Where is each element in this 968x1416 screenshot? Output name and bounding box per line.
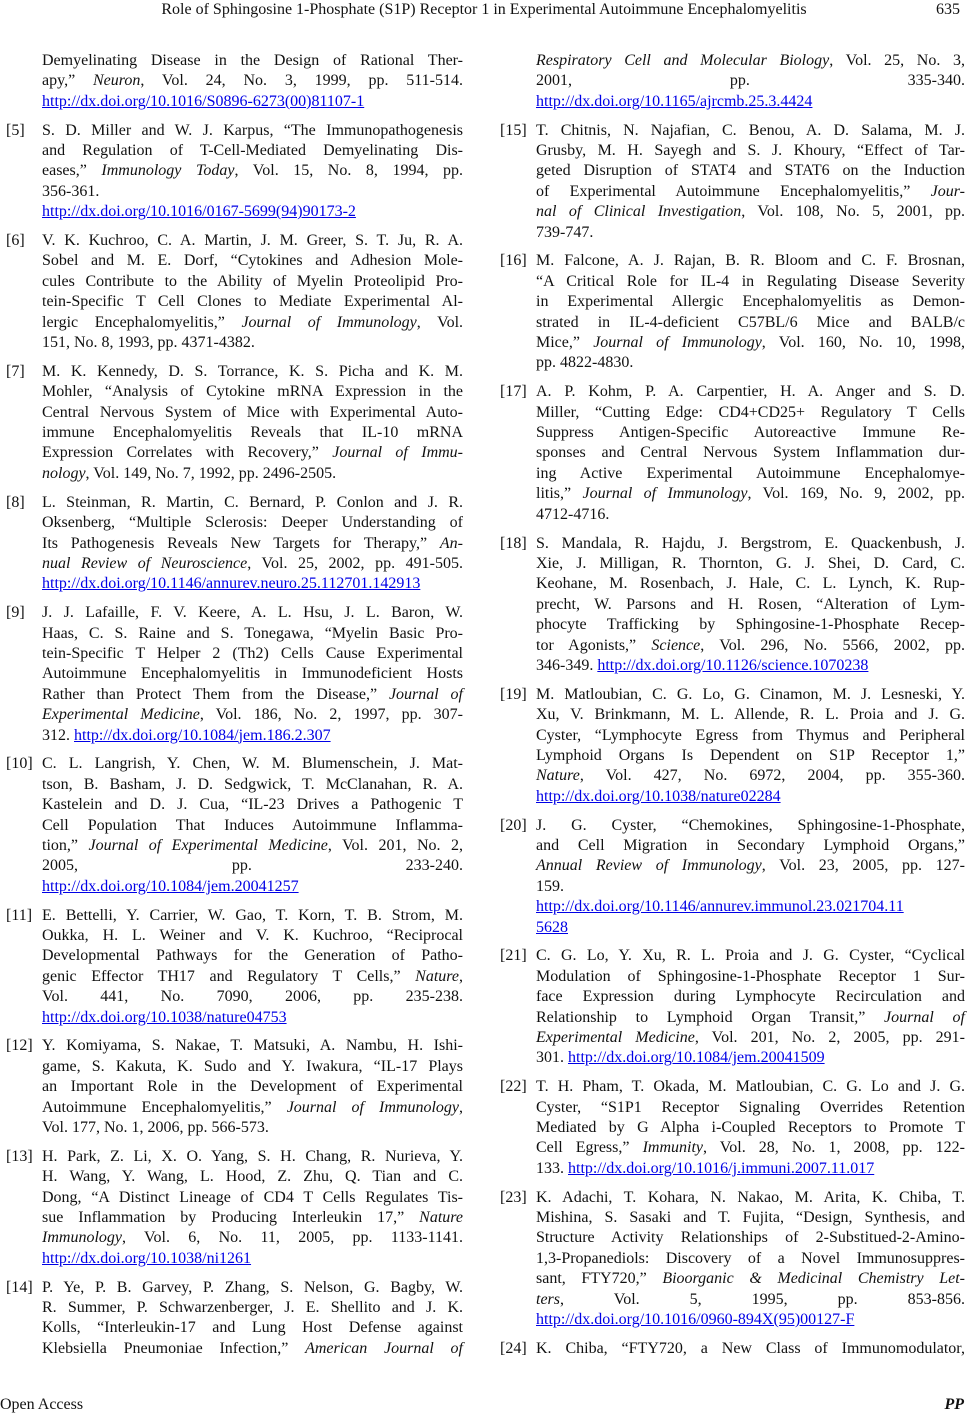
reference-line: Mice,” Journal of Immunology, Vol. 160, No. 10, 1998, <box>536 334 966 352</box>
reference-number: [7] <box>6 362 25 380</box>
journal-title: Nature <box>419 1209 463 1227</box>
doi-link[interactable]: http://dx.doi.org/10.1084/jem.20041509 <box>568 1049 825 1067</box>
reference-line: Autoimmune Encephalomyelitis,” Journal of Immunology, <box>42 1098 463 1116</box>
reference-item <box>6 906 463 1028</box>
doi-link[interactable]: http://dx.doi.org/10.1146/annurev.immunol.23.021704.11 <box>536 898 904 916</box>
reference-number: [8] <box>6 493 25 511</box>
reference-line: apy,” Neuron, Vol. 24, No. 3, 1999, pp. 511-514. <box>42 72 464 90</box>
journal-title: Journal of Experimental Medicine <box>88 836 328 854</box>
doi-link[interactable]: http://dx.doi.org/10.1038/nature04753 <box>42 1008 287 1026</box>
reference-text <box>536 534 965 677</box>
reference-line: 739-747. <box>536 223 594 241</box>
journal-title: Jour- <box>930 182 965 200</box>
reference-line: 2001, pp. 335-340. <box>536 72 965 90</box>
reference-line: Sobel and M. E. Dorf, “Cytokines and Adhesion Mole- <box>42 252 463 270</box>
reference-number: [6] <box>6 232 25 250</box>
journal-title: Nature <box>536 767 580 785</box>
reference-line: M. Falcone, A. J. Rajan, B. R. Bloom and C. F. Brosnan, <box>536 252 965 270</box>
reference-line: Developmental Pathways for the Generation of Patho- <box>42 947 463 965</box>
reference-text <box>536 1339 965 1359</box>
journal-title: Journal of Immunology <box>582 485 748 503</box>
journal-title: nology <box>42 464 86 482</box>
reference-line: Immunology, Vol. 6, No. 11, 2005, pp. 1133-1141. <box>42 1229 463 1247</box>
reference-line: and Cell Migration in Secondary Lymphoid Organs,” <box>536 836 965 854</box>
reference-item <box>6 231 463 353</box>
reference-number: [19] <box>500 685 527 703</box>
reference-line: Its Pathogenesis Reveals New Targets for Therapy,” An- <box>42 534 463 552</box>
footer-publisher-mark: PP <box>944 1396 964 1413</box>
reference-line <box>536 897 965 917</box>
journal-title: Neuron <box>92 72 141 90</box>
reference-line: Mohler, “Analysis of Cytokine mRNA Expression in the <box>42 383 463 401</box>
reference-line: game, S. Kakuta, K. Sudo and Y. Iwakura, “IL-17 Plays <box>42 1057 463 1075</box>
reference-line: Lymphoid Organs Is Dependent on S1P Receptor 1,” <box>536 746 965 764</box>
reference-line: in Experimental Allergic Encephalomyelitis as Demon- <box>536 293 965 311</box>
footer-open-access: Open Access <box>0 1396 84 1413</box>
reference-text <box>42 51 463 112</box>
reference-text <box>42 362 463 484</box>
reference-line: K. Adachi, T. Kohara, N. Nakao, M. Arita, K. Chiba, T. <box>536 1188 965 1206</box>
reference-line: Central Nervous System of Mice with Experimental Auto- <box>42 403 463 421</box>
reference-line: Oukka, H. L. Weiner and V. K. Kuchroo, “Reciprocal <box>42 926 463 944</box>
reference-line: cules Contribute to the Ability of Myelin Proteolipid Pro- <box>42 272 463 290</box>
reference-number: [22] <box>500 1078 527 1096</box>
reference-line <box>536 918 965 938</box>
reference-number: [16] <box>500 252 527 270</box>
reference-line: pp. 4822-4830. <box>536 354 634 372</box>
reference-line: tor Agonists,” Science, Vol. 296, No. 5566, 2002, pp. <box>536 636 966 654</box>
reference-item <box>6 121 463 223</box>
reference-number: [18] <box>500 534 527 552</box>
reference-line: Autoimmune Encephalomyelitis in Immunodeficient Hosts <box>42 665 463 683</box>
reference-line: Suppress Antigen-Specific Autoreactive Immune Re- <box>536 424 965 442</box>
journal-title: Journal of <box>884 1008 965 1026</box>
reference-line: face Expression during Lymphocyte Recirculation and <box>536 988 965 1006</box>
reference-number: [23] <box>500 1188 527 1206</box>
reference-text <box>42 1278 463 1360</box>
reference-line: eases,” Immunology Today, Vol. 15, No. 8, 1994, pp. <box>42 162 464 180</box>
reference-line: Vol. 177, No. 1, 2006, pp. 566-573. <box>42 1119 269 1137</box>
reference-line: Xie, J. Milligan, R. Thornton, G. J. Shei, D. Card, C. <box>536 554 965 572</box>
reference-line: Mediated by G Alpha i-Coupled Receptors to Promote T <box>536 1119 965 1137</box>
reference-number: [10] <box>6 755 33 773</box>
reference-line: E. Bettelli, Y. Carrier, W. Gao, T. Korn, T. B. Strom, M. <box>42 906 463 924</box>
doi-link[interactable]: http://dx.doi.org/10.1016/0960-894X(95)00127-F <box>536 1311 855 1329</box>
reference-number: [14] <box>6 1278 33 1296</box>
reference-line: Demyelinating Disease in the Design of Rational Ther- <box>42 52 463 69</box>
running-header <box>0 0 968 22</box>
reference-line: sponses and Central Nervous System Inflammation dur- <box>536 444 965 462</box>
reference-line: Kastelein and D. J. Cua, “IL-23 Drives a Pathogenic T <box>42 796 463 814</box>
reference-text <box>42 121 463 223</box>
reference-line: Nature, Vol. 427, No. 6972, 2004, pp. 355-360. <box>536 767 965 785</box>
reference-text <box>42 603 463 746</box>
journal-title: Nature <box>415 967 459 985</box>
reference-number: [5] <box>6 121 25 139</box>
reference-text <box>42 231 463 353</box>
reference-line: tein-Specific T Cell Clones to Mediate Experimental Al- <box>42 293 463 311</box>
reference-text <box>42 754 463 897</box>
doi-link[interactable]: http://dx.doi.org/10.1016/S0896-6273(00)81107-1 <box>42 92 365 110</box>
journal-title: Immunology Today <box>101 162 235 180</box>
reference-line: 346-349. http://dx.doi.org/10.1126/science.1070238 <box>536 656 869 674</box>
reference-number: [9] <box>6 604 25 622</box>
reference-line: phocyte Trafficking by Sphingosine-1-Phosphate Recep- <box>536 616 965 634</box>
journal-title: Immunology <box>42 1229 122 1247</box>
reference-line: Keohane, M. Rosenbach, J. Hale, C. L. Lynch, K. Rup- <box>536 575 965 593</box>
reference-line: Klebsiella Pneumoniae Infection,” American Journal of <box>42 1339 464 1357</box>
reference-item <box>500 534 965 677</box>
reference-line <box>42 574 463 594</box>
journal-title: An- <box>439 534 463 552</box>
reference-line: Expression Correlates with Recovery,” Journal of Immu- <box>42 444 463 462</box>
journal-title: Immunity <box>642 1139 703 1157</box>
reference-line: tson, B. Basham, J. D. Sedgwick, T. McClanahan, R. A. <box>42 775 463 793</box>
journal-title: Experimental Medicine <box>536 1029 695 1047</box>
reference-line: H. Wang, Y. Wang, L. Hood, Z. Zhu, Q. Tian and C. <box>42 1168 463 1186</box>
doi-link[interactable]: http://dx.doi.org/10.1126/science.1070238 <box>597 656 869 674</box>
journal-title: Annual Review of Immunology <box>536 857 762 875</box>
reference-item <box>500 382 965 525</box>
reference-item <box>500 946 965 1068</box>
doi-link[interactable]: http://dx.doi.org/10.1016/j.immuni.2007.11.017 <box>568 1159 875 1177</box>
reference-line: Modulation of Sphingosine-1-Phosphate Receptor 1 Sur- <box>536 967 965 985</box>
reference-text <box>536 685 965 807</box>
doi-link[interactable]: http://dx.doi.org/10.1084/jem.186.2.307 <box>74 726 331 744</box>
reference-text <box>42 1036 463 1138</box>
reference-line: nology, Vol. 149, No. 7, 1992, pp. 2496-2505. <box>42 464 337 482</box>
doi-link[interactable]: http://dx.doi.org/10.1165/ajrcmb.25.3.4424 <box>536 92 813 110</box>
reference-line: M. K. Kennedy, D. S. Torrance, K. S. Picha and K. M. <box>42 362 463 380</box>
journal-title: Respiratory Cell and Molecular Biology <box>536 52 830 69</box>
reference-item <box>500 816 965 938</box>
reference-continuation <box>6 51 463 112</box>
reference-text <box>42 906 463 1028</box>
reference-line: strated in IL-4-deficient C57BL/6 Mice and BALB/c <box>536 313 965 331</box>
doi-link[interactable]: http://dx.doi.org/10.1084/jem.20041257 <box>42 877 299 895</box>
reference-line: 151, No. 8, 1993, pp. 4371-4382. <box>42 334 255 352</box>
reference-line: 356-361. <box>42 182 100 200</box>
reference-text <box>42 1147 463 1269</box>
reference-line: tion,” Journal of Experimental Medicine, Vol. 201, No. 2, <box>42 836 464 854</box>
reference-number: [11] <box>6 906 33 924</box>
reference-line: an Important Role in the Development of Experimental <box>42 1078 463 1096</box>
reference-line: “A Critical Role for IL-4 in Regulating Disease Severity <box>536 272 965 290</box>
reference-text <box>536 51 965 112</box>
reference-item <box>6 603 463 746</box>
reference-number: [13] <box>6 1147 33 1165</box>
reference-line: and Regulation of T-Cell-Mediated Demyelinating Dis- <box>42 142 463 160</box>
reference-number: [21] <box>500 947 527 965</box>
reference-line <box>42 877 463 897</box>
reference-line: nual Review of Neuroscience, Vol. 25, 2002, pp. 491-505. <box>42 554 463 572</box>
references-right-column <box>500 51 965 1368</box>
journal-title: Experimental Medicine <box>42 706 200 724</box>
reference-line: Cell Egress,” Immunity, Vol. 28, No. 1, 2008, pp. 122- <box>536 1139 966 1157</box>
doi-link[interactable]: http://dx.doi.org/10.1146/annurev.neuro.25.112701.142913 <box>42 575 421 593</box>
reference-item <box>500 121 965 243</box>
reference-line: J. G. Cyster, “Chemokines, Sphingosine-1-Phosphate, <box>536 816 965 834</box>
reference-line: ing Active Experimental Autoimmune Encephalomye- <box>536 464 965 482</box>
reference-line: Grusby, M. H. Sayegh and S. J. Khoury, “Effect of Tar- <box>536 142 965 160</box>
reference-continuation <box>500 51 965 112</box>
journal-title: ters <box>536 1290 560 1308</box>
reference-line: P. Ye, P. B. Garvey, P. Zhang, S. Nelson, G. Bagby, W. <box>42 1278 463 1296</box>
reference-line: Miller, “Cutting Edge: CD4+CD25+ Regulatory T Cells <box>536 403 965 421</box>
journal-title: Journal of Immunology <box>286 1098 459 1116</box>
reference-line: J. J. Lafaille, F. V. Keere, A. L. Hsu, J. L. Baron, W. <box>42 604 463 622</box>
reference-line: T. Chitnis, N. Najafian, C. Benou, A. D. Salama, M. J. <box>536 121 965 139</box>
reference-line: genic Effector TH17 and Regulatory T Cells,” Nature, <box>42 967 463 985</box>
reference-line: Annual Review of Immunology, Vol. 23, 2005, pp. 127- <box>536 857 966 875</box>
reference-number: [12] <box>6 1037 33 1055</box>
reference-line: litis,” Journal of Immunology, Vol. 169, No. 9, 2002, pp. <box>536 485 966 503</box>
reference-text <box>42 493 463 595</box>
reference-line: A. P. Kohm, P. A. Carpentier, H. A. Anger and S. D. <box>536 383 965 401</box>
reference-text <box>536 1188 965 1331</box>
reference-item <box>500 251 965 373</box>
reference-line: Experimental Medicine, Vol. 201, No. 2, 2005, pp. 291- <box>536 1029 965 1047</box>
reference-line: Kolls, “Interleukin-17 and Lung Host Defense against <box>42 1319 463 1337</box>
doi-link[interactable]: 5628 <box>536 918 568 936</box>
reference-line: sant, FTY720,” Bioorganic & Medicinal Chemistry Let- <box>536 1270 965 1288</box>
journal-title: Journal of Immunology <box>241 313 417 331</box>
reference-item <box>6 362 463 484</box>
reference-line: C. L. Langrish, Y. Chen, W. M. Blumenschein, J. Mat- <box>42 755 463 773</box>
reference-line: Cyster, “Lymphocyte Egress from Thymus and Peripheral <box>536 726 965 744</box>
reference-line: lergic Encephalomyelitis,” Journal of Immunology, Vol. <box>42 313 464 331</box>
reference-line: C. G. Lo, Y. Xu, R. L. Proia and J. G. Cyster, “Cyclical <box>536 947 965 965</box>
reference-line: nal of Clinical Investigation, Vol. 108, No. 5, 2001, pp. <box>536 203 966 221</box>
reference-line: ters, Vol. 5, 1995, pp. 853-856. <box>536 1290 965 1308</box>
reference-line: M. Matloubian, C. G. Lo, G. Cinamon, M. J. Lesneski, Y. <box>536 685 965 703</box>
reference-line: 133. http://dx.doi.org/10.1016/j.immuni.2007.11.017 <box>536 1159 875 1177</box>
reference-line: T. H. Pham, T. Okada, M. Matloubian, C. G. Lo and J. G. <box>536 1078 965 1096</box>
journal-title: Bioorganic & Medicinal Chemistry Let- <box>662 1270 965 1288</box>
reference-line: geted Disruption of STAT4 and STAT6 on the Induction <box>536 162 965 180</box>
reference-line: S. Mandala, R. Hajdu, J. Bergstrom, E. Quackenbush, J. <box>536 534 965 552</box>
reference-line: 4712-4716. <box>536 505 610 523</box>
reference-line: Structure Activity Relationships of 2-Substitued-2-Amino- <box>536 1229 965 1247</box>
reference-text <box>536 382 965 525</box>
reference-number: [15] <box>500 121 527 139</box>
reference-line: S. D. Miller and W. J. Karpus, “The Immunopathogenesis <box>42 121 463 139</box>
reference-number: [17] <box>500 383 527 401</box>
reference-line: immune Encephalomyelitis Reveals that IL-10 mRNA <box>42 424 463 442</box>
running-title: Role of Sphingosine 1-Phosphate (S1P) Receptor 1 in Experimental Autoimmune Encephalomyelitis <box>161 1 807 18</box>
reference-item <box>500 1077 965 1179</box>
doi-link[interactable]: http://dx.doi.org/10.1038/nature02284 <box>536 787 781 805</box>
reference-line: Mishina, S. Sasaki and T. Fujita, “Design, Synthesis, and <box>536 1209 965 1227</box>
journal-title: nual Review of Neuroscience <box>42 554 248 572</box>
reference-line: sue Inflammation by Producing Interleukin 17,” Nature <box>42 1209 463 1227</box>
reference-line: Vol. 441, No. 7090, 2006, pp. 235-238. <box>42 988 463 1006</box>
journal-title: nal of Clinical Investigation <box>536 203 742 221</box>
journal-title: Journal of <box>388 685 463 703</box>
reference-item <box>6 493 463 595</box>
references-left-column <box>6 51 463 1368</box>
reference-line: Rather than Protect Them from the Disease,” Journal of <box>42 685 463 703</box>
reference-line: Relationship to Lymphoid Organ Transit,” Journal of <box>536 1008 965 1026</box>
reference-line: Experimental Medicine, Vol. 186, No. 2, 1997, pp. 307- <box>42 706 463 724</box>
reference-item <box>500 1188 965 1331</box>
reference-text <box>536 816 965 938</box>
journal-title: Science <box>651 636 701 654</box>
reference-text <box>536 946 965 1068</box>
reference-line: Dong, “A Distinct Lineage of CD4 T Cells Regulates Tis- <box>42 1188 463 1206</box>
reference-item <box>6 1036 463 1138</box>
reference-text <box>536 121 965 243</box>
reference-line: Xu, V. Brinkmann, M. L. Allende, R. L. Proia and J. G. <box>536 706 965 724</box>
reference-line: Respiratory Cell and Molecular Biology, Vol. 25, No. 3, <box>536 52 966 69</box>
reference-line: 1,3-Propanediols: Discovery of a Novel Immunosuppres- <box>536 1249 965 1267</box>
journal-title: Journal of Immu- <box>332 444 463 462</box>
journal-title: American Journal of <box>305 1339 464 1357</box>
reference-line: 312. http://dx.doi.org/10.1084/jem.186.2.307 <box>42 726 331 744</box>
reference-item <box>6 1147 463 1269</box>
reference-number: [20] <box>500 816 527 834</box>
journal-title: Journal of Immunology <box>593 334 762 352</box>
doi-link[interactable]: http://dx.doi.org/10.1038/ni1261 <box>42 1249 252 1267</box>
reference-item <box>6 1278 463 1360</box>
reference-line <box>536 787 965 807</box>
reference-line: Cyster, “S1P1 Receptor Signaling Overrides Retention <box>536 1098 965 1116</box>
reference-line: of Experimental Autoimmune Encephalomyelitis,” Jour- <box>536 182 965 200</box>
reference-line: 2005, pp. 233-240. <box>42 857 463 875</box>
reference-line <box>42 202 463 222</box>
reference-line: R. Summer, P. Schwarzenberger, J. E. Shellito and J. K. <box>42 1299 463 1317</box>
reference-line: L. Steinman, R. Martin, C. Bernard, P. Conlon and J. R. <box>42 493 463 511</box>
reference-item <box>500 1339 965 1359</box>
page-number: 635 <box>936 1 960 18</box>
reference-line: Oksenberg, “Multiple Sclerosis: Deeper Understanding of <box>42 514 463 532</box>
reference-line: precht, W. Parsons and H. Rosen, “Alteration of Lym- <box>536 595 965 613</box>
reference-line: Cell Population That Induces Autoimmune Inflamma- <box>42 816 463 834</box>
reference-line <box>42 1249 463 1269</box>
reference-line: V. K. Kuchroo, C. A. Martin, J. M. Greer, S. T. Ju, R. A. <box>42 232 463 250</box>
reference-item <box>6 754 463 897</box>
reference-line: K. Chiba, “FTY720, a New Class of Immunomodulator, <box>536 1339 965 1357</box>
reference-line: H. Park, Z. Li, X. O. Yang, S. H. Chang, R. Nurieva, Y. <box>42 1147 463 1165</box>
reference-line: tein-Specific T Helper 2 (Th2) Cells Cause Experimental <box>42 644 463 662</box>
reference-line <box>536 1310 965 1330</box>
reference-number: [24] <box>500 1339 527 1357</box>
reference-line: Haas, C. S. Raine and S. Tonegawa, “Myelin Basic Pro- <box>42 624 463 642</box>
reference-line: Y. Komiyama, S. Nakae, T. Matsuki, A. Nambu, H. Ishi- <box>42 1037 463 1055</box>
reference-line: 301. http://dx.doi.org/10.1084/jem.20041509 <box>536 1049 825 1067</box>
reference-text <box>536 251 965 373</box>
reference-line <box>42 1008 463 1028</box>
reference-line: 159. <box>536 877 564 895</box>
reference-item <box>500 685 965 807</box>
reference-line <box>42 92 463 112</box>
reference-line <box>536 92 965 112</box>
reference-text <box>536 1077 965 1179</box>
doi-link[interactable]: http://dx.doi.org/10.1016/0167-5699(94)90173-2 <box>42 203 356 221</box>
